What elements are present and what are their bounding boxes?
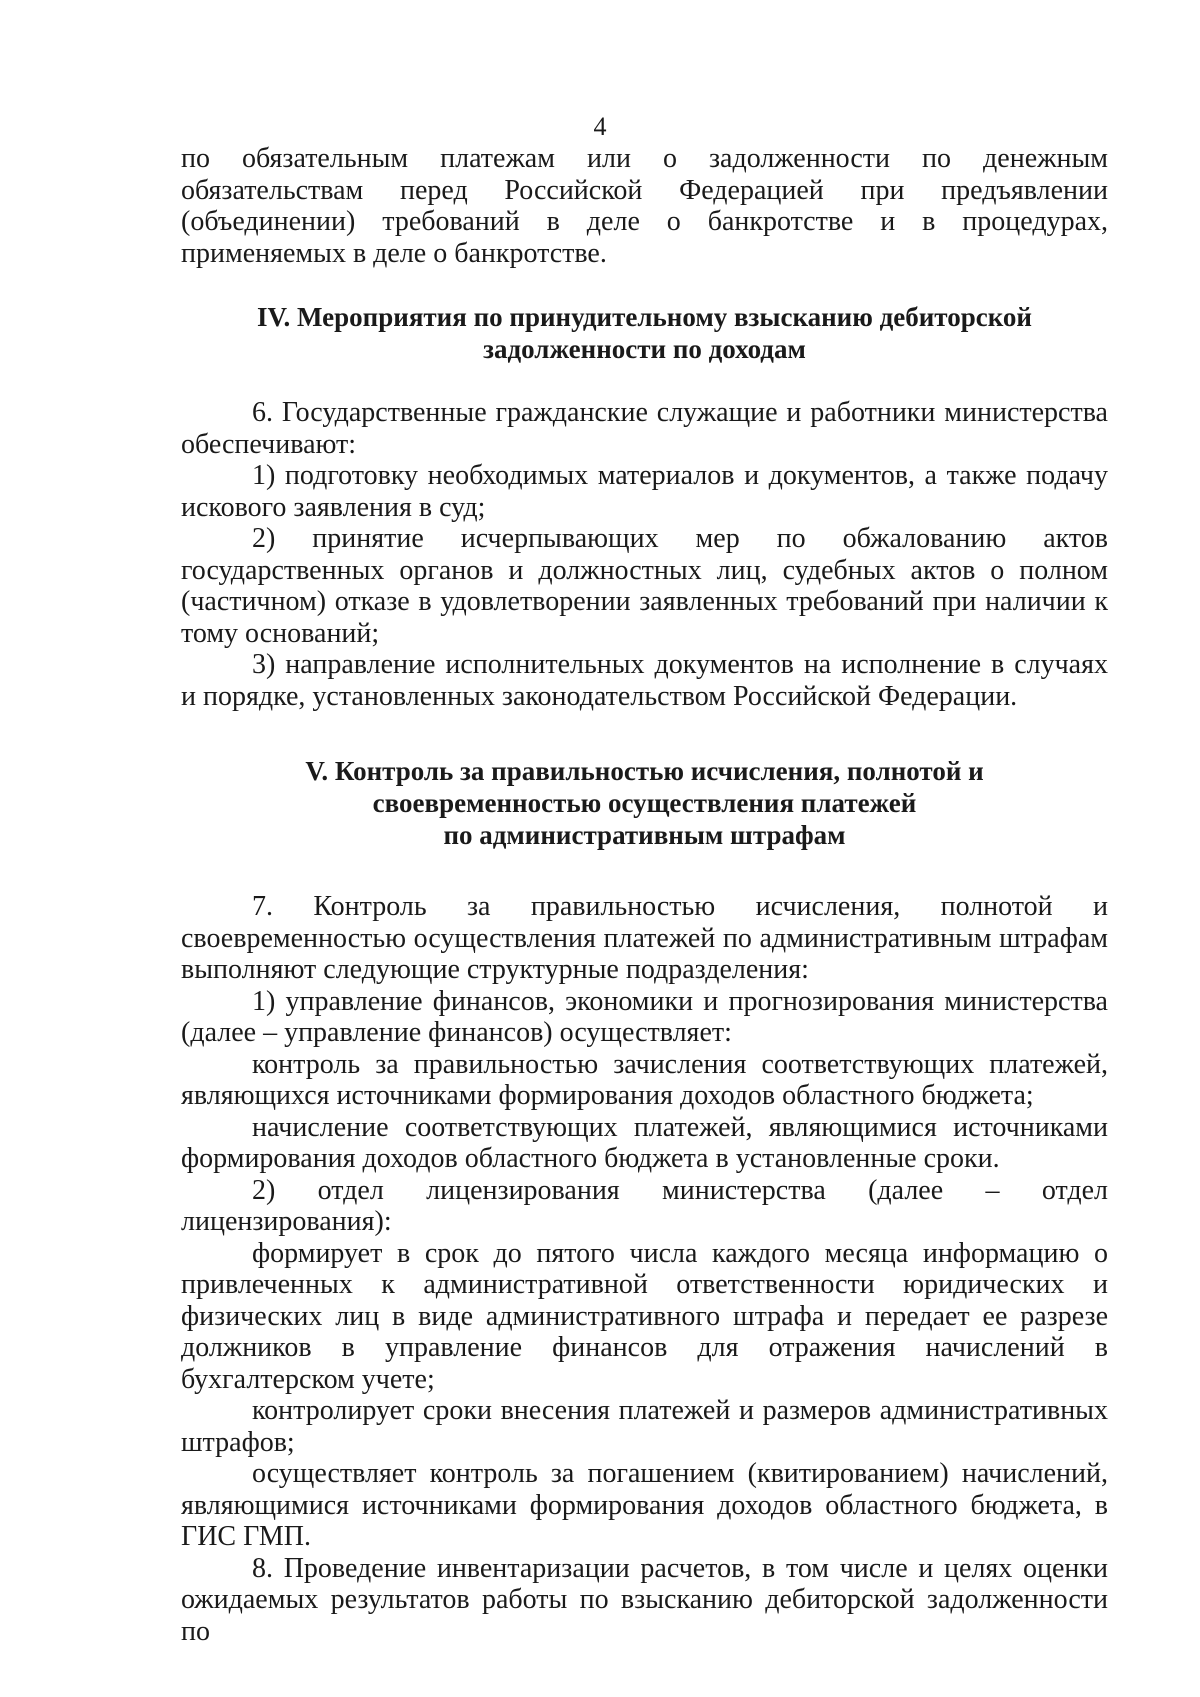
paragraph-7-item-2: 2) отдел лицензирования министерства (далее – отдел лицензирования):: [181, 1174, 1108, 1237]
paragraph-7-item-2b: контролирует сроки внесения платежей и размеров административных штрафов;: [181, 1395, 1108, 1458]
paragraph-7-item-1a: контроль за правильностью зачисления соответствующих платежей, являющихся источниками формирования доходов областного бюджета;: [181, 1048, 1108, 1111]
section-v-title-line-2: своевременностью осуществления платежей: [372, 788, 917, 818]
paragraph-7-item-1b: начисление соответствующих платежей, являющимися источниками формирования доходов областного бюджета в установленные сроки.: [181, 1111, 1108, 1174]
section-iv-heading: [181, 301, 1108, 365]
page-number: 4: [593, 112, 607, 141]
paragraph-7-item-2a: формирует в срок до пятого числа каждого месяца информацию о привлеченных к административной ответственности юридических и физических лиц в виде административного штрафа и передает ее разрезе должников в управление финансов для отражения начислений в бухгалтерском учете;: [181, 1237, 1108, 1395]
section-iv-title-line-2: задолженности по доходам: [483, 334, 806, 364]
paragraph-6-item-2: 2) принятие исчерпывающих мер по обжалованию актов государственных органов и должностных лиц, судебных актов о полном (частичном) отказе в удовлетворении заявленных требований при наличии к тому оснований;: [181, 523, 1108, 649]
paragraph-7-item-2c: осуществляет контроль за погашением (квитированием) начислений, являющимися источниками формирования доходов областного бюджета, в ГИС ГМП.: [181, 1458, 1108, 1552]
paragraph-7: 7. Контроль за правильностью исчисления, полнотой и своевременностью осуществления платежей по административным штрафам выполняют следующие структурные подразделения:: [181, 891, 1108, 985]
document-body: [181, 143, 1108, 1647]
paragraph-6-item-1: 1) подготовку необходимых материалов и документов, а также подачу искового заявления в суд;: [181, 460, 1108, 523]
paragraph-6: 6. Государственные гражданские служащие и работники министерства обеспечивают:: [181, 397, 1108, 460]
continuation-paragraph: по обязательным платежам или о задолженности по денежным обязательствам перед Российской Федерацией при предъявлении (объединении) требований в деле о банкротстве и в процедурах, применяемых в деле о банкротстве.: [181, 143, 1108, 269]
section-v-title-line-1: V. Контроль за правильностью исчисления, полнотой и: [305, 756, 984, 786]
paragraph-7-item-1: 1) управление финансов, экономики и прогнозирования министерства (далее – управление финансов) осуществляет:: [181, 985, 1108, 1048]
paragraph-8: 8. Проведение инвентаризации расчетов, в том числе и целях оценки ожидаемых результатов работы по взысканию дебиторской задолженности по: [181, 1552, 1108, 1647]
section-iv-title-line-1: IV. Мероприятия по принудительному взысканию дебиторской: [257, 302, 1032, 332]
section-v-title-line-3: по административным штрафам: [443, 820, 846, 850]
paragraph-6-item-3: 3) направление исполнительных документов на исполнение в случаях и порядке, установленных законодательством Российской Федерации.: [181, 649, 1108, 712]
section-v-heading: [181, 755, 1108, 851]
